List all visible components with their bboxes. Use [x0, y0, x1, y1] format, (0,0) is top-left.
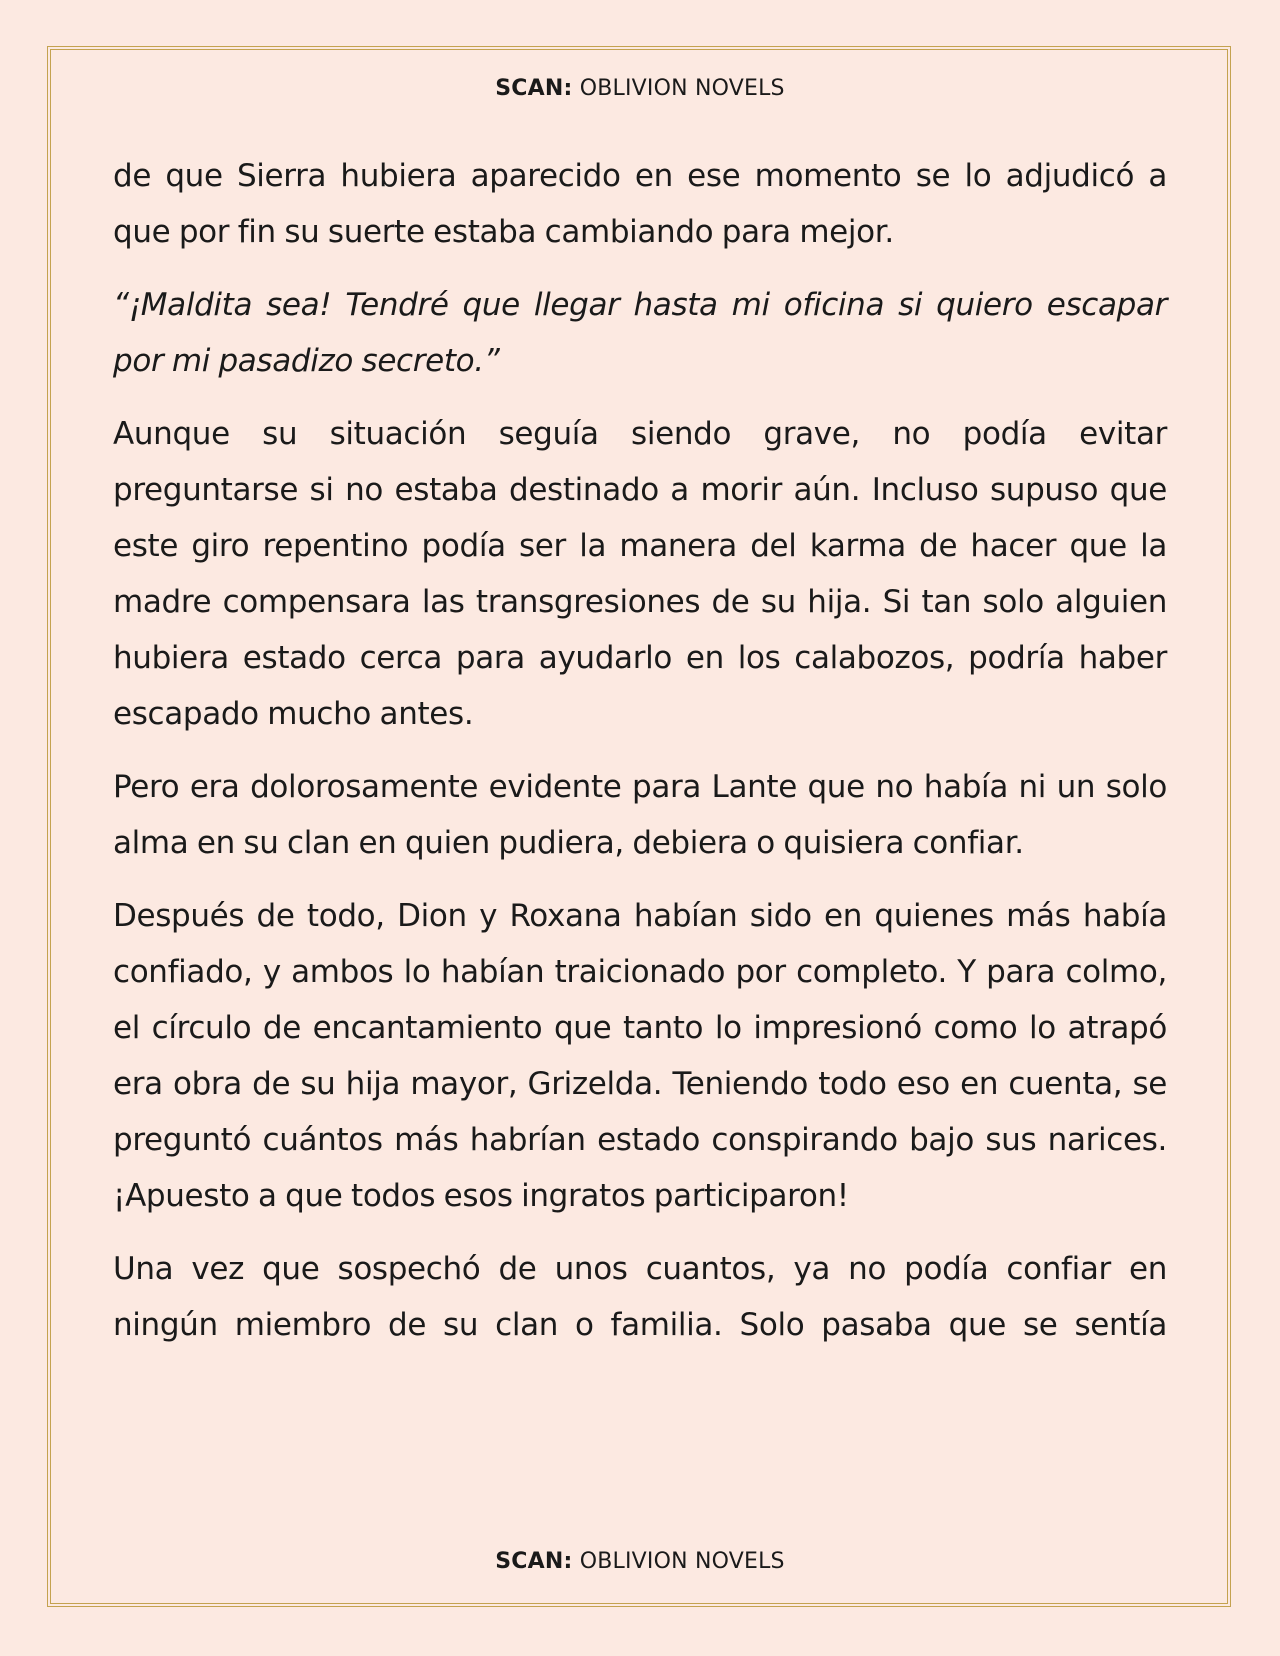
scan-footer-value: OBLIVION NOVELS [579, 1549, 785, 1574]
scan-header-key: SCAN: [495, 76, 573, 101]
scan-header [0, 76, 1280, 101]
paragraph-4: Pero era dolorosamente evidente para Lante que no había ni un solo alma en su clan en quien pudiera, debiera o quisiera confiar. [113, 769, 1167, 861]
paragraph-5: Después de todo, Dion y Roxana habían sido en quienes más había confiado, y ambos lo habían traicionado por completo. Y para colmo, el círculo de encantamiento que tanto lo impresionó como lo atrapó era obra de su hija mayor, Grizelda. Teniendo todo eso en cuenta, se preguntó cuántos más habrían estado conspirando bajo sus narices. ¡Apuesto a que todos esos ingratos participaron! [113, 898, 1167, 1214]
scan-footer [0, 1549, 1280, 1574]
paragraph-3: Aunque su situación seguía siendo grave, no podía evitar preguntarse si no estaba destinado a morir aún. Incluso supuso que este giro repentino podía ser la manera del karma de hacer que la madre compensara las transgresiones de su hija. Si tan solo alguien hubiera estado cerca para ayudarlo en los calabozos, podría haber escapado mucho antes. [113, 416, 1167, 732]
paragraph-6: Una vez que sospechó de unos cuantos, ya no podía confiar en ningún miembro de su clan o familia. Solo pasaba que se sentía [113, 1251, 1167, 1343]
page-text [113, 148, 1167, 1370]
paragraph-2-thought: “¡Maldita sea! Tendré que llegar hasta mi oficina si quiero escapar por mi pasadizo secreto.” [113, 287, 1167, 379]
scan-footer-key: SCAN: [495, 1549, 573, 1574]
paragraph-1: de que Sierra hubiera aparecido en ese momento se lo adjudicó a que por fin su suerte estaba cambiando para mejor. [113, 158, 1167, 250]
scan-header-value: OBLIVION NOVELS [579, 76, 785, 101]
